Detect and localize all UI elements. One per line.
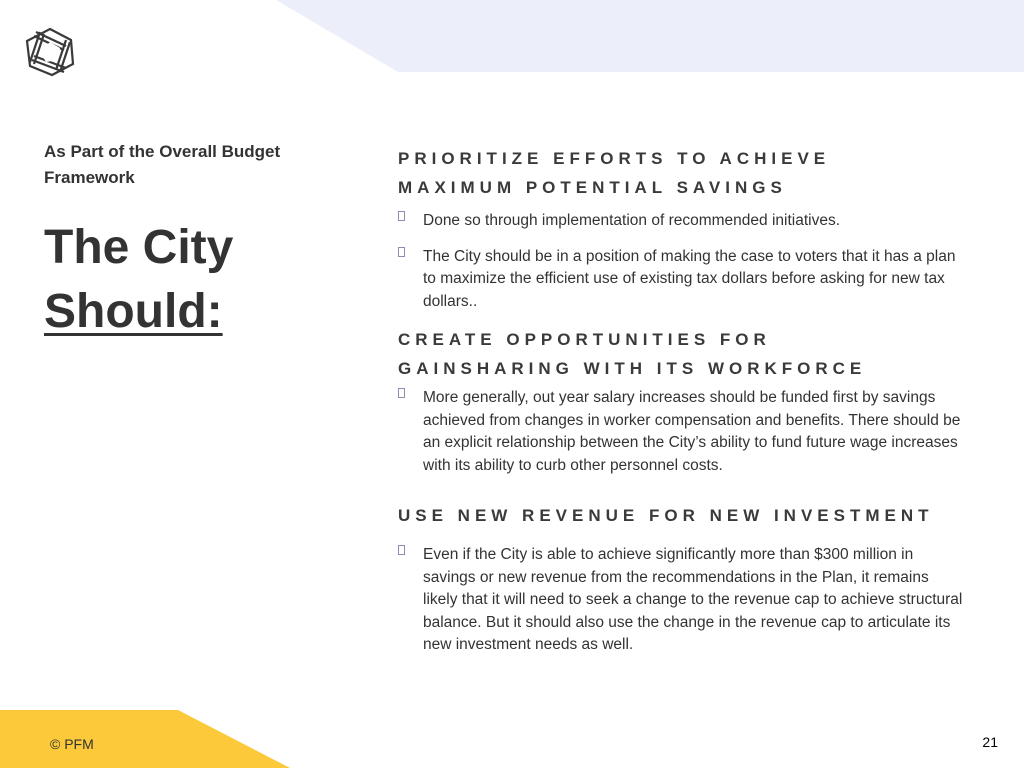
bullet-text: More generally, out year salary increases should be funded first by savings achieved from changes in worker compensation and benefits. There should be an explicit relationship between the City’s ability to fund future wage increases with its ability to curb other personnel costs. bbox=[423, 389, 961, 474]
bullet-marker-icon bbox=[398, 247, 405, 257]
header-accent-band bbox=[0, 0, 1024, 72]
bullet-marker-icon bbox=[398, 545, 405, 555]
section-heading-new-revenue bbox=[398, 501, 988, 530]
bullet-marker-icon bbox=[398, 211, 405, 221]
pfm-logo-icon bbox=[22, 26, 78, 78]
section-heading-line: MAXIMUM POTENTIAL SAVINGS bbox=[398, 178, 787, 197]
bullet-marker-icon bbox=[398, 388, 405, 398]
bullet-item bbox=[398, 210, 963, 233]
footer-copyright: © PFM bbox=[50, 736, 94, 752]
title-line-1: The City bbox=[44, 221, 234, 274]
slide-content bbox=[398, 144, 988, 657]
section-heading-line: PRIORITIZE EFFORTS TO ACHIEVE bbox=[398, 149, 831, 168]
slide-subtitle: As Part of the Overall Budget Framework bbox=[44, 142, 281, 187]
section-heading-prioritize bbox=[398, 144, 988, 202]
section-heading-gainsharing bbox=[398, 325, 988, 383]
slide-title bbox=[44, 216, 233, 344]
bullet-text: The City should be in a position of making the case to voters that it has a plan to maximize the efficient use of existing tax dollars before asking for new tax dollars.. bbox=[423, 247, 956, 310]
page-number: 21 bbox=[982, 734, 998, 750]
bullet-text: Even if the City is able to achieve significantly more than $300 million in savings or new revenue from the recommendations in the Plan, it remains likely that it will need to seek a change to the revenue cap to achieve structural balance. But it should also use the change in the revenue cap to articulate its new investment needs as well. bbox=[423, 546, 963, 653]
section-heading-line: USE NEW REVENUE FOR NEW INVESTMENT bbox=[398, 506, 934, 525]
bullet-item bbox=[398, 544, 963, 657]
bullet-text: Done so through implementation of recommended initiatives. bbox=[423, 212, 841, 229]
bullet-item bbox=[398, 246, 963, 314]
footer-accent-band bbox=[0, 710, 290, 768]
section-heading-line: CREATE OPPORTUNITIES FOR bbox=[398, 330, 771, 349]
title-line-2: Should: bbox=[44, 285, 223, 338]
section-heading-line: GAINSHARING WITH ITS WORKFORCE bbox=[398, 359, 867, 378]
bullet-item bbox=[398, 387, 963, 477]
